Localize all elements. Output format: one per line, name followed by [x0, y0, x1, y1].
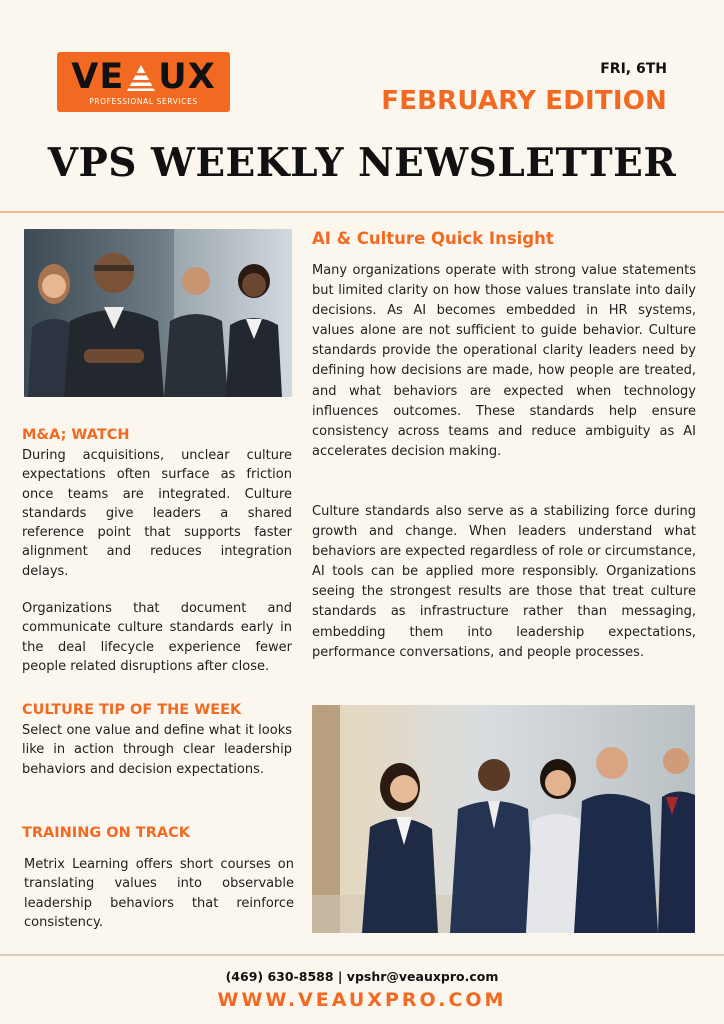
ma-watch-heading: M&A; WATCH [22, 427, 130, 443]
contact-info: (469) 630-8588 | vpshr@veauxpro.com [225, 969, 499, 984]
training-heading: TRAINING ON TRACK [22, 825, 190, 841]
training-text: Metrix Learning offers short courses on translating values into observable leadership behaviors that reinforce consistency. [24, 857, 294, 930]
newsletter-title: VPS WEEKLY NEWSLETTER [47, 140, 677, 186]
meeting-photo [312, 705, 695, 933]
team-photo [24, 229, 292, 397]
culture-tip-heading: CULTURE TIP OF THE WEEK [22, 702, 242, 718]
logo-wordmark: VE UX [71, 56, 216, 97]
ai-culture-heading: AI & Culture Quick Insight [312, 229, 554, 248]
culture-tip-text: Select one value and define what it looks like in action through clear leadership behaviors and decision expectations. [22, 723, 292, 777]
ma-watch-paragraph-1: During acquisitions, unclear culture expectations often surface as friction once teams are integrated. Culture standards give leaders a shared reference point that supports faster alignment and reduces integration delays. [22, 448, 292, 579]
edition-label: FEBRUARY EDITION [381, 86, 667, 116]
ai-culture-paragraph-1: Many organizations operate with strong value statements but limited clarity on how those values translate into daily decisions. As AI becomes embedded in HR systems, values alone are not sufficient to guide behavior. Culture standards provide the operational clarity leaders need by defining how decisions are made, how people are treated, and what behaviors are expected when technology influences outcomes. These standards help ensure consistency across teams and reduce ambiguity as AI accelerates decision making. [312, 263, 696, 459]
logo-triangle-icon [126, 62, 156, 92]
footer-divider [0, 954, 724, 956]
company-logo [57, 52, 230, 112]
ma-watch-paragraph-2: Organizations that document and communicate culture standards early in the deal lifecycle experience fewer people related disruptions after close. [22, 601, 292, 674]
issue-date: FRI, 6TH [600, 61, 667, 77]
logo-tagline: PROFESSIONAL SERVICES [89, 96, 198, 106]
website-link[interactable]: WWW.VEAUXPRO.COM [217, 989, 507, 1011]
ai-culture-paragraph-2: Culture standards also serve as a stabilizing force during growth and change. When leaders understand what behaviors are expected regardless of role or circumstance, AI tools can be applied more responsibly. Organizations seeing the strongest results are those that treat culture standards as infrastructure rather than messaging, embedding them into leadership expectations, performance conversations, and people processes. [312, 504, 696, 660]
header-divider [0, 211, 724, 213]
